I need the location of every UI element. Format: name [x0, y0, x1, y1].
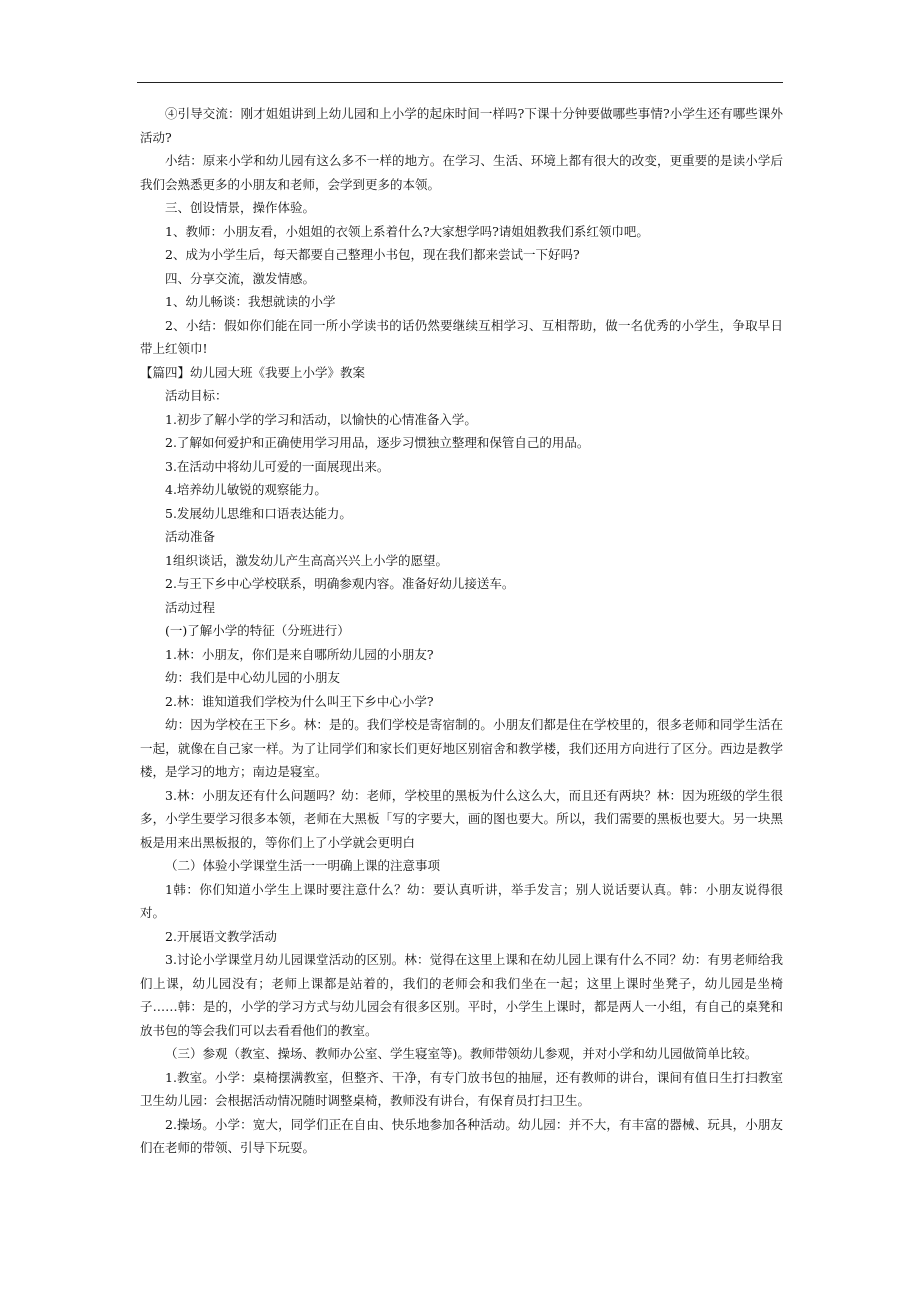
- list-item: 3.在活动中将幼儿可爱的一面展现出来。: [165, 458, 390, 474]
- document-body: [140, 102, 783, 1160]
- paragraph: 1、幼儿畅谈：我想就读的小学: [165, 294, 336, 309]
- subsection-heading: （二）体验小学课堂生活一一明确上课的注意事项: [165, 858, 441, 873]
- paragraph: ④引导交流：刚才姐姐讲到上幼儿园和上小学的起床时间一样吗?下课十分钟要做哪些事情?小学生还有哪些课外活动?: [140, 106, 783, 145]
- paragraph: 3.讨论小学课堂月幼儿园课堂活动的区别。林：觉得在这里上课和在幼儿园上课有什么不同？幼：有男老师给我们上课，幼儿园没有；老师上课都是站着的，我们的老师会和我们坐在一起；这里上课时坐凳子，幼儿园是坐椅子……韩：是的，小学的学习方式与幼儿园会有很多区别。平时，小学生上课时，都是两人一小组，有自己的桌凳和放书包的等会我们可以去看看他们的教室。: [140, 952, 783, 1038]
- section-heading: 四、分享交流，激发情感。: [165, 270, 316, 286]
- section-heading: 三、创设情景，操作体验。: [165, 200, 316, 215]
- paragraph: 幼：我们是中心幼儿园的小朋友: [165, 670, 341, 685]
- paragraph: 2、成为小学生后，每天都要自己整理小书包，现在我们都来尝试一下好吗?: [165, 247, 580, 262]
- paragraph: 1、教师：小朋友看，小姐姐的衣领上系着什么?大家想学吗?请姐姐教我们系红领巾吧。: [165, 223, 649, 239]
- list-item: 4.培养幼儿敏锐的观察能力。: [165, 482, 327, 497]
- list-item: 1组织谈话，激发幼儿产生高高兴兴上小学的愿望。: [165, 552, 448, 568]
- subsection-heading: (一)了解小学的特征（分班进行）: [165, 623, 350, 638]
- section-heading: 活动准备: [165, 529, 216, 544]
- list-item: 5.发展幼儿思维和口语表达能力。: [165, 505, 352, 521]
- subsection-heading: （三）参观（教室、操场、教师办公室、学生寝室等)。教师带领幼儿参观，并对小学和幼儿园做简单比较。: [165, 1046, 758, 1061]
- chapter-title: 【篇四】幼儿园大班《我要上小学》教案: [140, 364, 366, 380]
- list-item: 1.初步了解小学的学习和活动，以愉快的心情准备入学。: [165, 411, 477, 427]
- paragraph: 幼：因为学校在王下乡。林：是的。我们学校是寄宿制的。小朋友们都是住在学校里的，很多老师和同学生活在一起，就像在自己家一样。为了让同学们和家长们更好地区别宿舍和教学楼，我们还用方向进行了区分。西边是教学楼，是学习的地方；南边是寝室。: [140, 717, 783, 779]
- paragraph: 2.开展语文教学活动: [165, 928, 277, 944]
- header-rule: [137, 82, 783, 83]
- paragraph: 1.教室。小学：桌椅摆满教室，但整齐、干净，有专门放书包的抽屉，还有教师的讲台，课间有值日生打扫教室卫生幼儿园：会根据活动情况随时调整桌椅，教师没有讲台，有保育员打扫卫生。: [140, 1069, 783, 1108]
- paragraph: 2、小结：假如你们能在同一所小学读书的话仍然要继续互相学习、互相帮助，做一名优秀的小学生，争取早日带上红领巾!: [140, 317, 783, 356]
- paragraph: 1.林：小朋友，你们是来自哪所幼儿园的小朋友?: [165, 646, 434, 662]
- paragraph: 2.林：谁知道我们学校为什么叫王下乡中心小学?: [165, 693, 434, 709]
- paragraph: 1韩：你们知道小学生上课时要注意什么？幼：要认真听讲，举手发言；别人说话要认真。韩：小朋友说得很对。: [140, 881, 783, 920]
- paragraph: 小结：原来小学和幼儿园有这么多不一样的地方。在学习、生活、环境上都有很大的改变，更重要的是读小学后我们会熟悉更多的小朋友和老师，会学到更多的本领。: [140, 153, 783, 192]
- section-heading: 活动过程: [165, 599, 216, 615]
- section-heading: 活动目标：: [165, 388, 228, 403]
- list-item: 2.了解如何爱护和正确使用学习用品，逐步习惯独立整理和保管自己的用品。: [165, 435, 590, 450]
- paragraph: 2.操场。小学：宽大，同学们正在自由、快乐地参加各种活动。幼儿园：并不大，有丰富的器械、玩具，小朋友们在老师的带领、引导下玩耍。: [140, 1116, 783, 1155]
- list-item: 2.与王下乡中心学校联系，明确参观内容。准备好幼儿接送车。: [165, 576, 515, 591]
- paragraph: 3.林：小朋友还有什么问题吗？幼：老师，学校里的黑板为什么这么大，而且还有两块？林：因为班级的学生很多，小学生要学习很多本领，老师在大黑板「写的字要大，画的图也要大。所以，我们需要的黑板也要大。另一块黑板是用来出黑板报的，等你们上了小学就会更明白: [140, 787, 783, 850]
